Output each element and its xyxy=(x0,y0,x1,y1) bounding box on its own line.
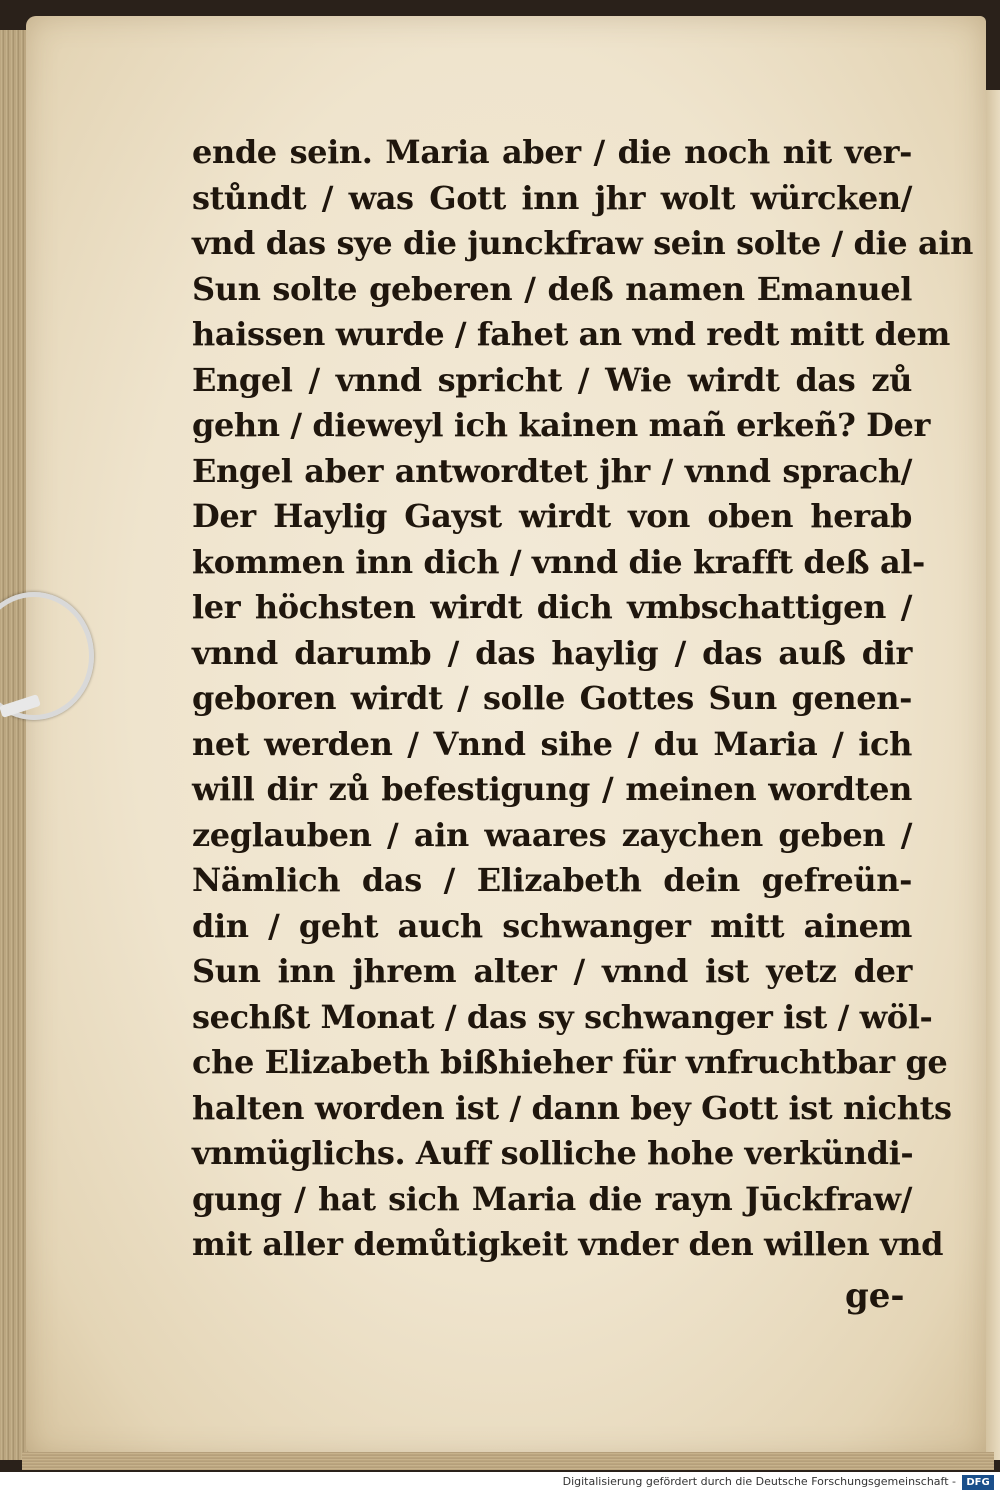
text-line: stůndt / was Gott inn jhr wolt würcken/ xyxy=(192,178,912,217)
text-line: geboren wirdt / solle Gottes Sun genen- xyxy=(192,679,912,717)
text-line: sechßt Monat / das sy schwanger ist / wöl- xyxy=(192,997,933,1036)
text-line: vnnd darumb / das haylig / das auß dir xyxy=(192,633,912,672)
text-line: will dir zů befestigung / meinen wordten xyxy=(192,770,912,808)
text-line: gehn / dieweyl ich kainen mañ erkeñ? Der xyxy=(192,406,930,444)
text-line: ler höchsten wirdt dich vmbschattigen / xyxy=(192,588,912,626)
text-line: mit aller demůtigkeit vnder den willen vnd xyxy=(192,1225,944,1263)
text-line: ende sein. Maria aber / die noch nit ver- xyxy=(192,133,912,171)
text-line: net werden / Vnnd sihe / du Maria / ich xyxy=(192,724,912,763)
text-line: kommen inn dich / vnnd die krafft deß al- xyxy=(192,542,925,581)
footer xyxy=(0,1472,1000,1494)
text-line: Engel / vnnd spricht / Wie wirdt das zů xyxy=(192,360,912,399)
page-stack-bottom-edge xyxy=(22,1452,994,1470)
text-line: din / geht auch schwanger mitt ainem xyxy=(192,906,912,945)
text-line: zeglauben / ain waares zaychen geben / xyxy=(192,815,912,854)
text-line: haissen wurde / fahet an vnd redt mitt dem xyxy=(192,315,950,353)
text-line: Nämlich das / Elizabeth dein gefreün- xyxy=(192,861,912,899)
text-line: Engel aber antwordtet jhr / vnnd sprach/ xyxy=(192,451,912,490)
dfg-logo: DFG xyxy=(962,1475,994,1490)
text-line: vnd das sye die junckfraw sein solte / die ain xyxy=(192,224,973,262)
funding-credit: Digitalisierung gefördert durch die Deutsche Forschungsgemeinschaft - xyxy=(562,1475,956,1488)
text-line: gung / hat sich Maria die rayn Jūckfraw/ xyxy=(192,1179,912,1218)
text-line: Der Haylig Gayst wirdt von oben herab xyxy=(192,497,912,535)
text-line: che Elizabeth bißhieher für vnfruchtbar ge xyxy=(192,1043,948,1081)
page-text-block xyxy=(192,130,973,1268)
catchword: ge- xyxy=(845,1276,905,1316)
text-line: Sun inn jhrem alter / vnnd ist yetz der xyxy=(192,952,912,990)
text-line: vnmüglichs. Auff solliche hohe verkündi- xyxy=(192,1134,914,1172)
text-line: halten worden ist / dann bey Gott ist nichts xyxy=(192,1088,952,1127)
text-line: Sun solte geberen / deß namen Emanuel xyxy=(192,269,912,308)
